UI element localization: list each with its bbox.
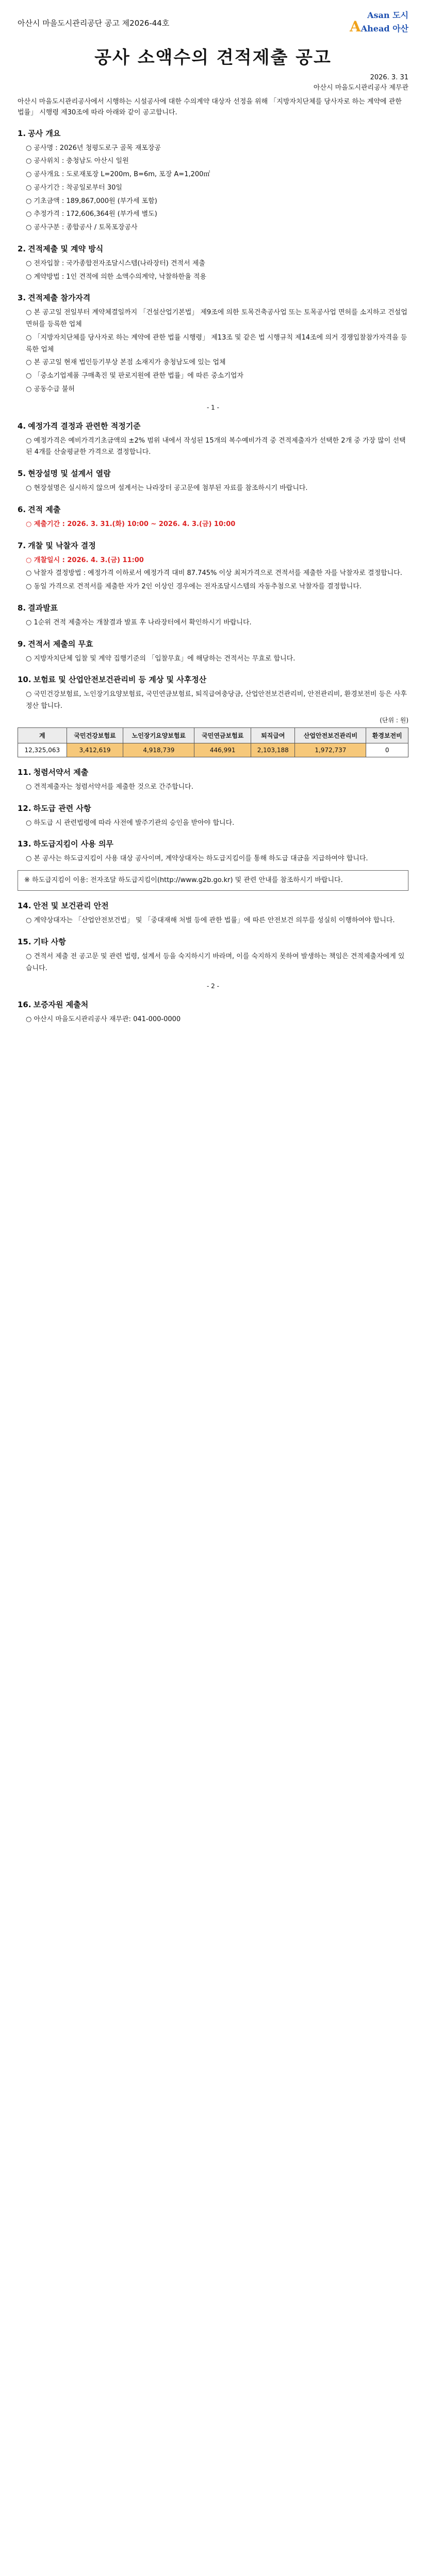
section-10 [18, 674, 408, 757]
logo-line-1: Asan 도시 [367, 10, 408, 20]
section-11 [18, 767, 408, 793]
section-title-13: 13. 하도급지킴이 사용 의무 [18, 839, 113, 849]
section-title-8: 8. 결과발표 [18, 603, 58, 613]
table-header-row [18, 727, 408, 743]
section-2 [18, 243, 408, 283]
issuer: 아산시 마을도시관리공사 제무관 [313, 83, 408, 92]
section-title-10: 10. 보험료 및 산업안전보건관리비 등 계상 및 사후정산 [18, 675, 207, 685]
page-number-1: - 1 - [207, 403, 219, 411]
table-header: 환경보전비 [366, 727, 408, 743]
section-7 [18, 540, 408, 593]
logo-line-2: AAhead 아산 [350, 18, 408, 35]
list-item: ○ 공사위치 : 충청남도 아산시 일원 [26, 157, 129, 165]
section-13 [18, 838, 408, 891]
table-cell: 1,972,737 [295, 743, 366, 757]
section-title-3: 3. 견적제출 참가자격 [18, 293, 91, 303]
issue-meta [18, 73, 408, 93]
section-3 [18, 292, 408, 395]
section-title-7: 7. 개찰 및 낙찰자 결정 [18, 540, 96, 550]
section-title-4: 4. 예정가격 결정과 관련한 적정기준 [18, 421, 141, 431]
table-row [18, 743, 408, 757]
section-text: ○ 본 공사는 하도급지킴이 사용 대상 공사이며, 계약상대자는 하도급지킴이를 통해 하도급 대금을 지급하여야 합니다. [26, 855, 368, 863]
section-text: ○ 견적서 제출 전 공고문 및 관련 법령, 설계서 등을 숙지하시기 바라며, 이를 숙지하지 못하여 발생하는 책임은 견적제출자에게 있습니다. [26, 952, 405, 972]
section-text: ○ 국민건강보험료, 노인장기요양보험료, 국민연금보험료, 퇴직급여충당금, 산업안전보건관리비, 안전관리비, 환경보전비 등은 사후정산 합니다. [26, 690, 407, 710]
section-title-1: 1. 공사 개요 [18, 128, 61, 138]
table-header: 노인장기요양보험료 [123, 727, 194, 743]
section-15 [18, 936, 408, 975]
section-text: ○ 현장설명은 실시하지 않으며 설계서는 나라장터 공고문에 첨부된 자료를 참조하시기 바랍니다. [26, 484, 308, 493]
section-16 [18, 999, 408, 1026]
section-5 [18, 468, 408, 495]
list-item: ○ 개찰일시 : 2026. 4. 3.(금) 11:00 [26, 556, 144, 564]
section-14 [18, 900, 408, 927]
list-item: ○ 기초금액 : 189,867,000원 (부가세 포함) [26, 197, 157, 205]
info-box: ※ 하도급지킴이 이용: 전자조달 하도급지킴이(http://www.g2b.go.kr) 및 관련 안내를 참조하시기 바랍니다. [18, 870, 408, 891]
table-cell: 4,918,739 [123, 743, 194, 757]
section-title-6: 6. 견적 제출 [18, 504, 61, 514]
list-item: ○ 공사구분 : 종합공사 / 토목포장공사 [26, 224, 138, 232]
section-4 [18, 420, 408, 459]
section-1 [18, 128, 408, 234]
section-text: ○ 예정가격은 예비가격기초금액의 ±2% 범위 내에서 작성된 15개의 복수예비가격 중 견적제출자가 선택한 2개 중 가장 많이 선택된 4개를 산술평균한 가격으로 결정합니다. [26, 436, 406, 456]
section-title-2: 2. 견적제출 및 계약 방식 [18, 244, 104, 253]
table-cell: 12,325,063 [18, 743, 67, 757]
section-text: ○ 아산시 마을도시관리공사 재무관: 041-000-0000 [26, 1015, 181, 1024]
table-header: 계 [18, 727, 67, 743]
section-text: ○ 제출기간 : 2026. 3. 31.(화) 10:00 ~ 2026. 4. 3.(금) 10:00 [26, 520, 236, 528]
table-cell: 3,412,619 [67, 743, 123, 757]
list-item: ○ 추정가격 : 172,606,364원 (부가세 별도) [26, 210, 157, 218]
table-cell: 2,103,188 [251, 743, 295, 757]
agency-line: 아산시 마을도시관리공단 공고 제2026-44호 [18, 18, 170, 28]
table-header: 퇴직급여 [251, 727, 295, 743]
table-header: 산업안전보건관리비 [295, 727, 366, 743]
section-title-11: 11. 청렴서약서 제출 [18, 767, 89, 777]
section-text: ○ 하도급 시 관련법령에 따라 사전에 발주기관의 승인을 받아야 합니다. [26, 819, 235, 827]
section-text: ○ 지방자치단체 입찰 및 계약 집행기준의 「입찰무효」에 해당하는 견적서는 무효로 합니다. [26, 654, 296, 663]
list-item: ○ 낙찰자 결정방법 : 예정가격 이하로서 예정가격 대비 87.745% 이상 최저가격으로 견적서를 제출한 자를 낙찰자로 결정합니다. [26, 569, 402, 578]
list-item: ○ 계약방법 : 1인 견적에 의한 소액수의계약, 낙찰하한율 적용 [26, 273, 207, 281]
header-bar [18, 11, 408, 34]
list-item: ○ 공사명 : 2026년 청평도로구 골목 재포장공 [26, 144, 161, 152]
list-item: ○ 동일 가격으로 견적서를 제출한 자가 2인 이상인 경우에는 전자조달시스템의 자동추첨으로 낙찰자를 결정합니다. [26, 583, 362, 591]
list-item: ○ 전자입찰 : 국가종합전자조달시스템(나라장터) 견적서 제출 [26, 259, 205, 267]
issue-date: 2026. 3. 31 [370, 74, 408, 81]
table-cell: 446,991 [194, 743, 251, 757]
section-text: ○ 견적제출자는 청렴서약서를 제출한 것으로 간주합니다. [26, 783, 193, 791]
section-title-12: 12. 하도급 관련 사항 [18, 803, 91, 813]
section-text: ○ 1순위 견적 제출자는 개찰결과 발표 후 나라장터에서 확인하시기 바랍니다. [26, 618, 252, 626]
table-header: 국민연금보험료 [194, 727, 251, 743]
notice-sheet [0, 0, 426, 1027]
section-8 [18, 602, 408, 629]
section-12 [18, 803, 408, 829]
section-title-5: 5. 현장설명 및 설계서 열람 [18, 469, 111, 479]
page-title: 공사 소액수의 견적제출 공고 [94, 47, 332, 68]
page-number-2: - 2 - [207, 982, 219, 990]
list-item: ○ 공동수급 불허 [26, 385, 75, 393]
list-item: ○ 「지방자치단체를 당사자로 하는 계약에 관한 법률 시행령」 제13조 및 같은 법 시행규칙 제14조에 의거 경쟁입찰참가자격을 등록한 업체 [26, 333, 407, 353]
insurance-table [18, 727, 408, 757]
table-cell: 0 [366, 743, 408, 757]
section-title-16: 16. 보증자원 제출처 [18, 1000, 89, 1010]
section-9 [18, 638, 408, 665]
section-text: ○ 계약상대자는 「산업안전보건법」 및 「중대재해 처벌 등에 관한 법률」에 따른 안전보건 의무를 성실히 이행하여야 합니다. [26, 917, 395, 925]
list-item: ○ 「중소기업제품 구매촉진 및 판로지원에 관한 법률」에 따른 중소기업자 [26, 372, 244, 380]
list-item: ○ 공사기간 : 착공일로부터 30일 [26, 183, 122, 192]
section-6 [18, 504, 408, 531]
agency-logo [350, 11, 408, 34]
list-item: ○ 본 공고일 전일부터 계약체결일까지 「건설산업기본법」 제9조에 의한 토목건축공사업 또는 토목공사업 면허를 소지하고 건설업 면허를 등록한 업체 [26, 309, 407, 329]
table-header: 국민건강보험료 [67, 727, 123, 743]
section-title-14: 14. 안전 및 보건관리 안전 [18, 901, 109, 911]
intro-paragraph: 아산시 마을도시관리공사에서 시행하는 시설공사에 대한 수의계약 대상자 선정을 위해 「지방자치단체를 당사자로 하는 계약에 관한 법률」 시행령 제30조에 따라 아래와 같이 공고합니다. [18, 98, 402, 116]
table-unit: (단위 : 원) [380, 716, 408, 724]
list-item: ○ 공사개요 : 도로재포장 L=200m, B=6m, 포장 A=1,200㎡ [26, 171, 210, 179]
list-item: ○ 본 공고일 현재 법인등기부상 본점 소재지가 충청남도에 있는 업체 [26, 359, 226, 367]
section-title-15: 15. 기타 사항 [18, 937, 66, 946]
section-title-9: 9. 견적서 제출의 무효 [18, 639, 93, 649]
